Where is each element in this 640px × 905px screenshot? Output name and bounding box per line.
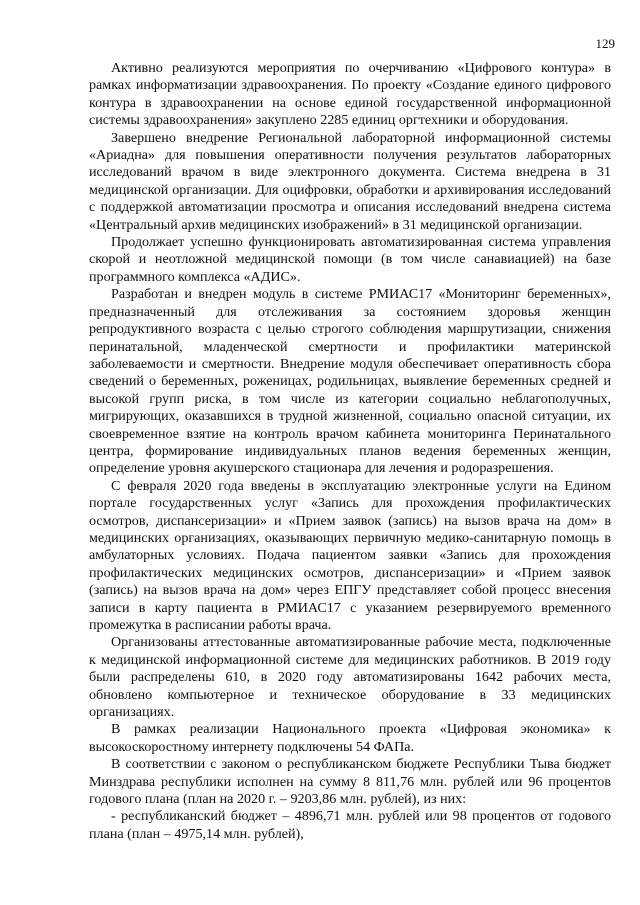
page-number: 129 — [595, 36, 615, 51]
page-body — [89, 60, 611, 843]
paragraph-digital-contour: Активно реализуются мероприятия по очерчиванию «Цифрового контура» в рамках информатизации здравоохранения. По проекту «Создание единого цифрового контура в здравоохранении на основе единой государственной информационной системы здравоохранения» закуплено 2285 единиц оргтехники и оборудования. — [89, 60, 611, 129]
paragraph-ariadna-lab-system: Завершено внедрение Региональной лабораторной информационной системы «Ариадна» для повышения оперативности получения результатов лабораторных исследований врачом в виде электронного документа. Система внедрена в 31 медицинской организации. Для оцифровки, обработки и архивирования исследований с поддержкой автоматизации просмотра и описания исследований внедрена система «Центральный архив медицинских изображений» в 31 медицинской организации. — [89, 129, 611, 233]
paragraph-emergency-care-system: Продолжает успешно функционировать автоматизированная система управления скорой и неотложной медицинской помощи (в том числе санавиацией) на базе программного комплекса «АДИС». — [89, 234, 611, 285]
paragraph-workstations: Организованы аттестованные автоматизированные рабочие места, подключенные к медицинской информационной системе для медицинских работников. В 2019 году были распределены 610, в 2020 году автоматизированы 1642 рабочих места, обновлено компьютерное и техническое оборудование в 33 медицинских организациях. — [89, 634, 611, 721]
paragraph-internet-fap: В рамках реализации Национального проекта «Цифровая экономика» к высокоскоростному интернету подключены 54 ФАПа. — [89, 721, 611, 755]
paragraph-republican-budget: - республиканский бюджет – 4896,71 млн. рублей или 98 процентов от годового плана (план – 4975,14 млн. рублей), — [89, 808, 611, 842]
paragraph-electronic-services: С февраля 2020 года введены в эксплуатацию электронные услуги на Едином портале государственных услуг «Запись для прохождения профилактических осмотров, диспансеризации» и «Прием заявок (запись) на вызов врача на дом» в медицинских организациях, оказывающих первичную медико-санитарную помощь в амбулаторных условиях. Подача пациентом заявки «Запись для прохождения профилактических медицинских осмотров, диспансеризации» и «Прием заявок (запись) на вызов врача на дом» через ЕПГУ представляет собой процесс внесения записи в карту пациента в РМИАС17 с указанием резервируемого временного промежутка в расписании работы врача. — [89, 477, 611, 633]
paragraph-budget: В соответствии с законом о республиканском бюджете Республики Тыва бюджет Минздрава республики исполнен на сумму 8 811,76 млн. рублей или 96 процентов годового плана (план на 2020 г. – 9203,86 млн. рублей), из них: — [89, 756, 611, 808]
paragraph-pregnancy-monitoring: Разработан и внедрен модуль в системе РМИАС17 «Мониторинг беременных», предназначенный для отслеживания за состоянием здоровья женщин репродуктивного возраста с целью строгого соблюдения маршрутизации, снижения перинатальной, младенческой смертности и профилактики материнской заболеваемости и смертности. Внедрение модуля обеспечивает оперативность сбора сведений о беременных, роженицах, родильницах, выявление беременных средней и высокой групп риска, в том числе из категории социально неблагополучных, мигрирующих, оказавшихся в трудной жизненной, социально опасной ситуации, их своевременное взятие на контроль врачом кабинета мониторинга Перинатального центра, формирование индивидуальных планов ведения беременных женщин, определение уровня акушерского стационара для лечения и родоразрешения. — [89, 286, 611, 477]
